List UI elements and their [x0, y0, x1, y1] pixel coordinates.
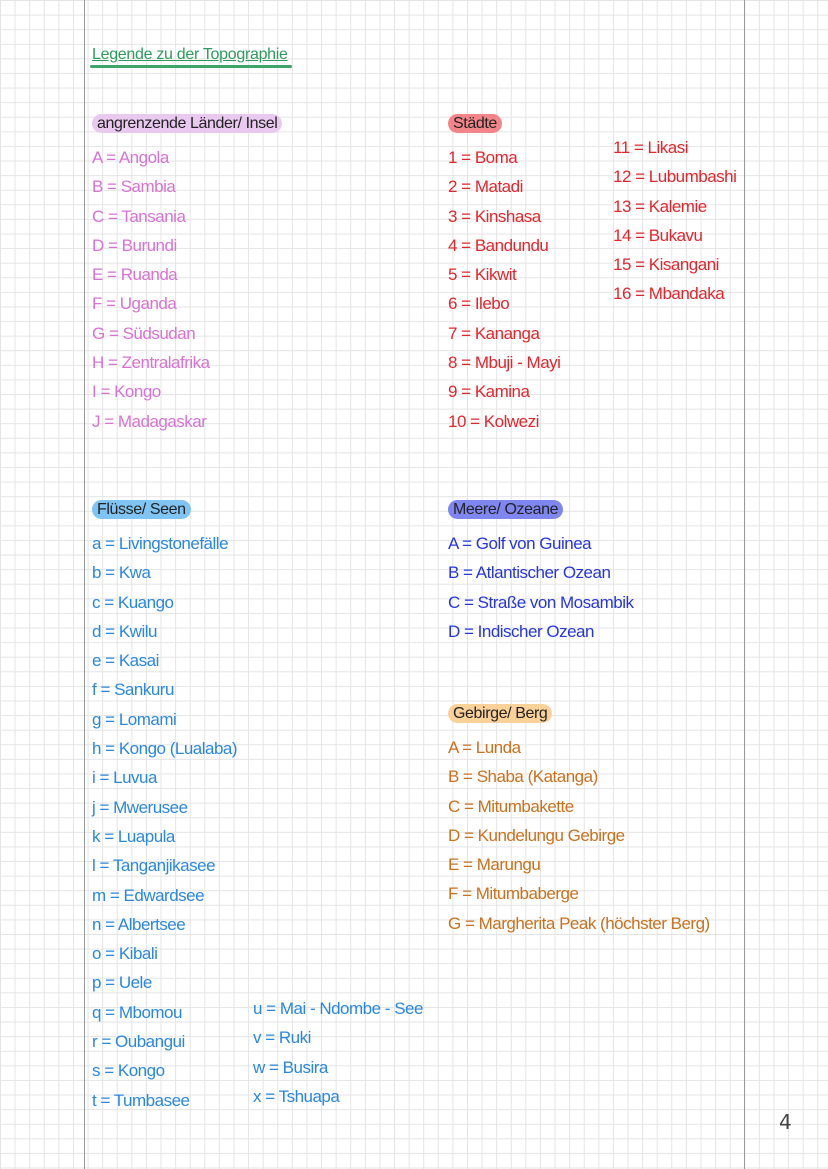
heading-meere: Meere/ Ozeane — [448, 500, 563, 519]
section-laender — [92, 114, 282, 436]
list-item: i = Luvua — [92, 768, 157, 788]
list-item: 9 = Kamina — [448, 382, 530, 402]
list-item: 12 = Lubumbashi — [613, 167, 737, 187]
heading-staedte: Städte — [448, 114, 502, 133]
list-fluesse-col1 — [92, 529, 237, 1115]
list-item: F = Uganda — [92, 294, 177, 314]
list-item: p = Uele — [92, 973, 152, 993]
page-number: 4 — [779, 1110, 792, 1134]
list-item: r = Oubangui — [92, 1032, 185, 1052]
list-item: 15 = Kisangani — [613, 255, 719, 275]
list-item: F = Mitumbaberge — [448, 884, 579, 904]
list-item: o = Kibali — [92, 944, 158, 964]
heading-laender: angrenzende Länder/ Insel — [92, 114, 282, 133]
list-item: 8 = Mbuji - Mayi — [448, 353, 561, 373]
section-gebirge — [448, 704, 710, 938]
heading-gebirge: Gebirge/ Berg — [448, 704, 552, 723]
list-laender — [92, 143, 282, 436]
list-item: l = Tanganjikasee — [92, 856, 216, 876]
list-item: d = Kwilu — [92, 621, 157, 641]
list-item: f = Sankuru — [92, 680, 174, 700]
list-item: B = Shaba (Katanga) — [448, 767, 598, 787]
list-item: B = Sambia — [92, 177, 176, 197]
list-item: I = Kongo — [92, 382, 161, 402]
list-item: a = Livingstonefälle — [92, 534, 229, 553]
list-item: G = Südsudan — [92, 323, 196, 343]
left-margin-line — [84, 0, 85, 1169]
list-item: q = Mbomou — [92, 1002, 182, 1022]
list-item: 2 = Matadi — [448, 177, 523, 197]
list-item: E = Ruanda — [92, 265, 178, 285]
list-item: B = Atlantischer Ozean — [448, 563, 611, 583]
list-item: 7 = Kananga — [448, 323, 540, 343]
section-staedte-col2 — [613, 133, 736, 309]
list-item: v = Ruki — [253, 1028, 311, 1048]
list-item: A = Angola — [92, 148, 169, 167]
list-item: s = Kongo — [92, 1061, 165, 1081]
list-meere — [448, 529, 634, 646]
list-item: D = Burundi — [92, 235, 177, 255]
list-item: k = Luapula — [92, 826, 175, 846]
list-item: 4 = Bandundu — [448, 235, 549, 255]
list-item: C = Tansania — [92, 206, 186, 226]
list-item: 6 = Ilebo — [448, 294, 510, 314]
list-item: g = Lomami — [92, 709, 177, 729]
list-item: H = Zentralafrika — [92, 353, 210, 373]
list-item: e = Kasai — [92, 651, 159, 671]
list-item: J = Madagaskar — [92, 411, 207, 431]
list-item: D = Indischer Ozean — [448, 621, 594, 641]
list-item: C = Straße von Mosambik — [448, 592, 634, 612]
list-item: w = Busira — [253, 1057, 328, 1077]
list-item: h = Kongo (Lualaba) — [92, 739, 238, 759]
list-item: A = Golf von Guinea — [448, 534, 592, 553]
list-item: 14 = Bukavu — [613, 225, 703, 245]
list-item: x = Tshuapa — [253, 1086, 340, 1106]
section-meere — [448, 500, 634, 646]
list-item: 3 = Kinshasa — [448, 206, 541, 226]
list-item: E = Marungu — [448, 855, 541, 875]
page-title: Legende zu der Topographie — [92, 46, 288, 63]
list-item: 5 = Kikwit — [448, 265, 517, 285]
list-item: j = Mwerusee — [92, 797, 188, 817]
list-item: 11 = Likasi — [613, 138, 688, 157]
list-item: C = Mitumbakette — [448, 796, 574, 816]
section-staedte — [448, 114, 560, 436]
list-item: c = Kuango — [92, 592, 174, 612]
list-item: D = Kundelungu Gebirge — [448, 825, 625, 845]
list-item: 10 = Kolwezi — [448, 411, 539, 431]
list-item: 16 = Mbandaka — [613, 284, 725, 304]
right-margin-line — [744, 0, 745, 1169]
list-item: A = Lunda — [448, 738, 521, 757]
section-fluesse-col2 — [253, 994, 423, 1111]
list-fluesse-col2 — [253, 994, 423, 1111]
list-item: 1 = Boma — [448, 148, 518, 167]
list-staedte-col1 — [448, 143, 560, 436]
list-item: u = Mai - Ndombe - See — [253, 999, 423, 1018]
list-item: n = Albertsee — [92, 914, 186, 934]
section-fluesse — [92, 500, 237, 1115]
list-item: t = Tumbasee — [92, 1090, 190, 1110]
list-item: 13 = Kalemie — [613, 196, 707, 216]
list-staedte-col2 — [613, 133, 736, 309]
list-gebirge — [448, 733, 710, 938]
heading-fluesse: Flüsse/ Seen — [92, 500, 191, 519]
list-item: G = Margherita Peak (höchster Berg) — [448, 913, 710, 933]
list-item: m = Edwardsee — [92, 885, 205, 905]
list-item: b = Kwa — [92, 563, 151, 583]
